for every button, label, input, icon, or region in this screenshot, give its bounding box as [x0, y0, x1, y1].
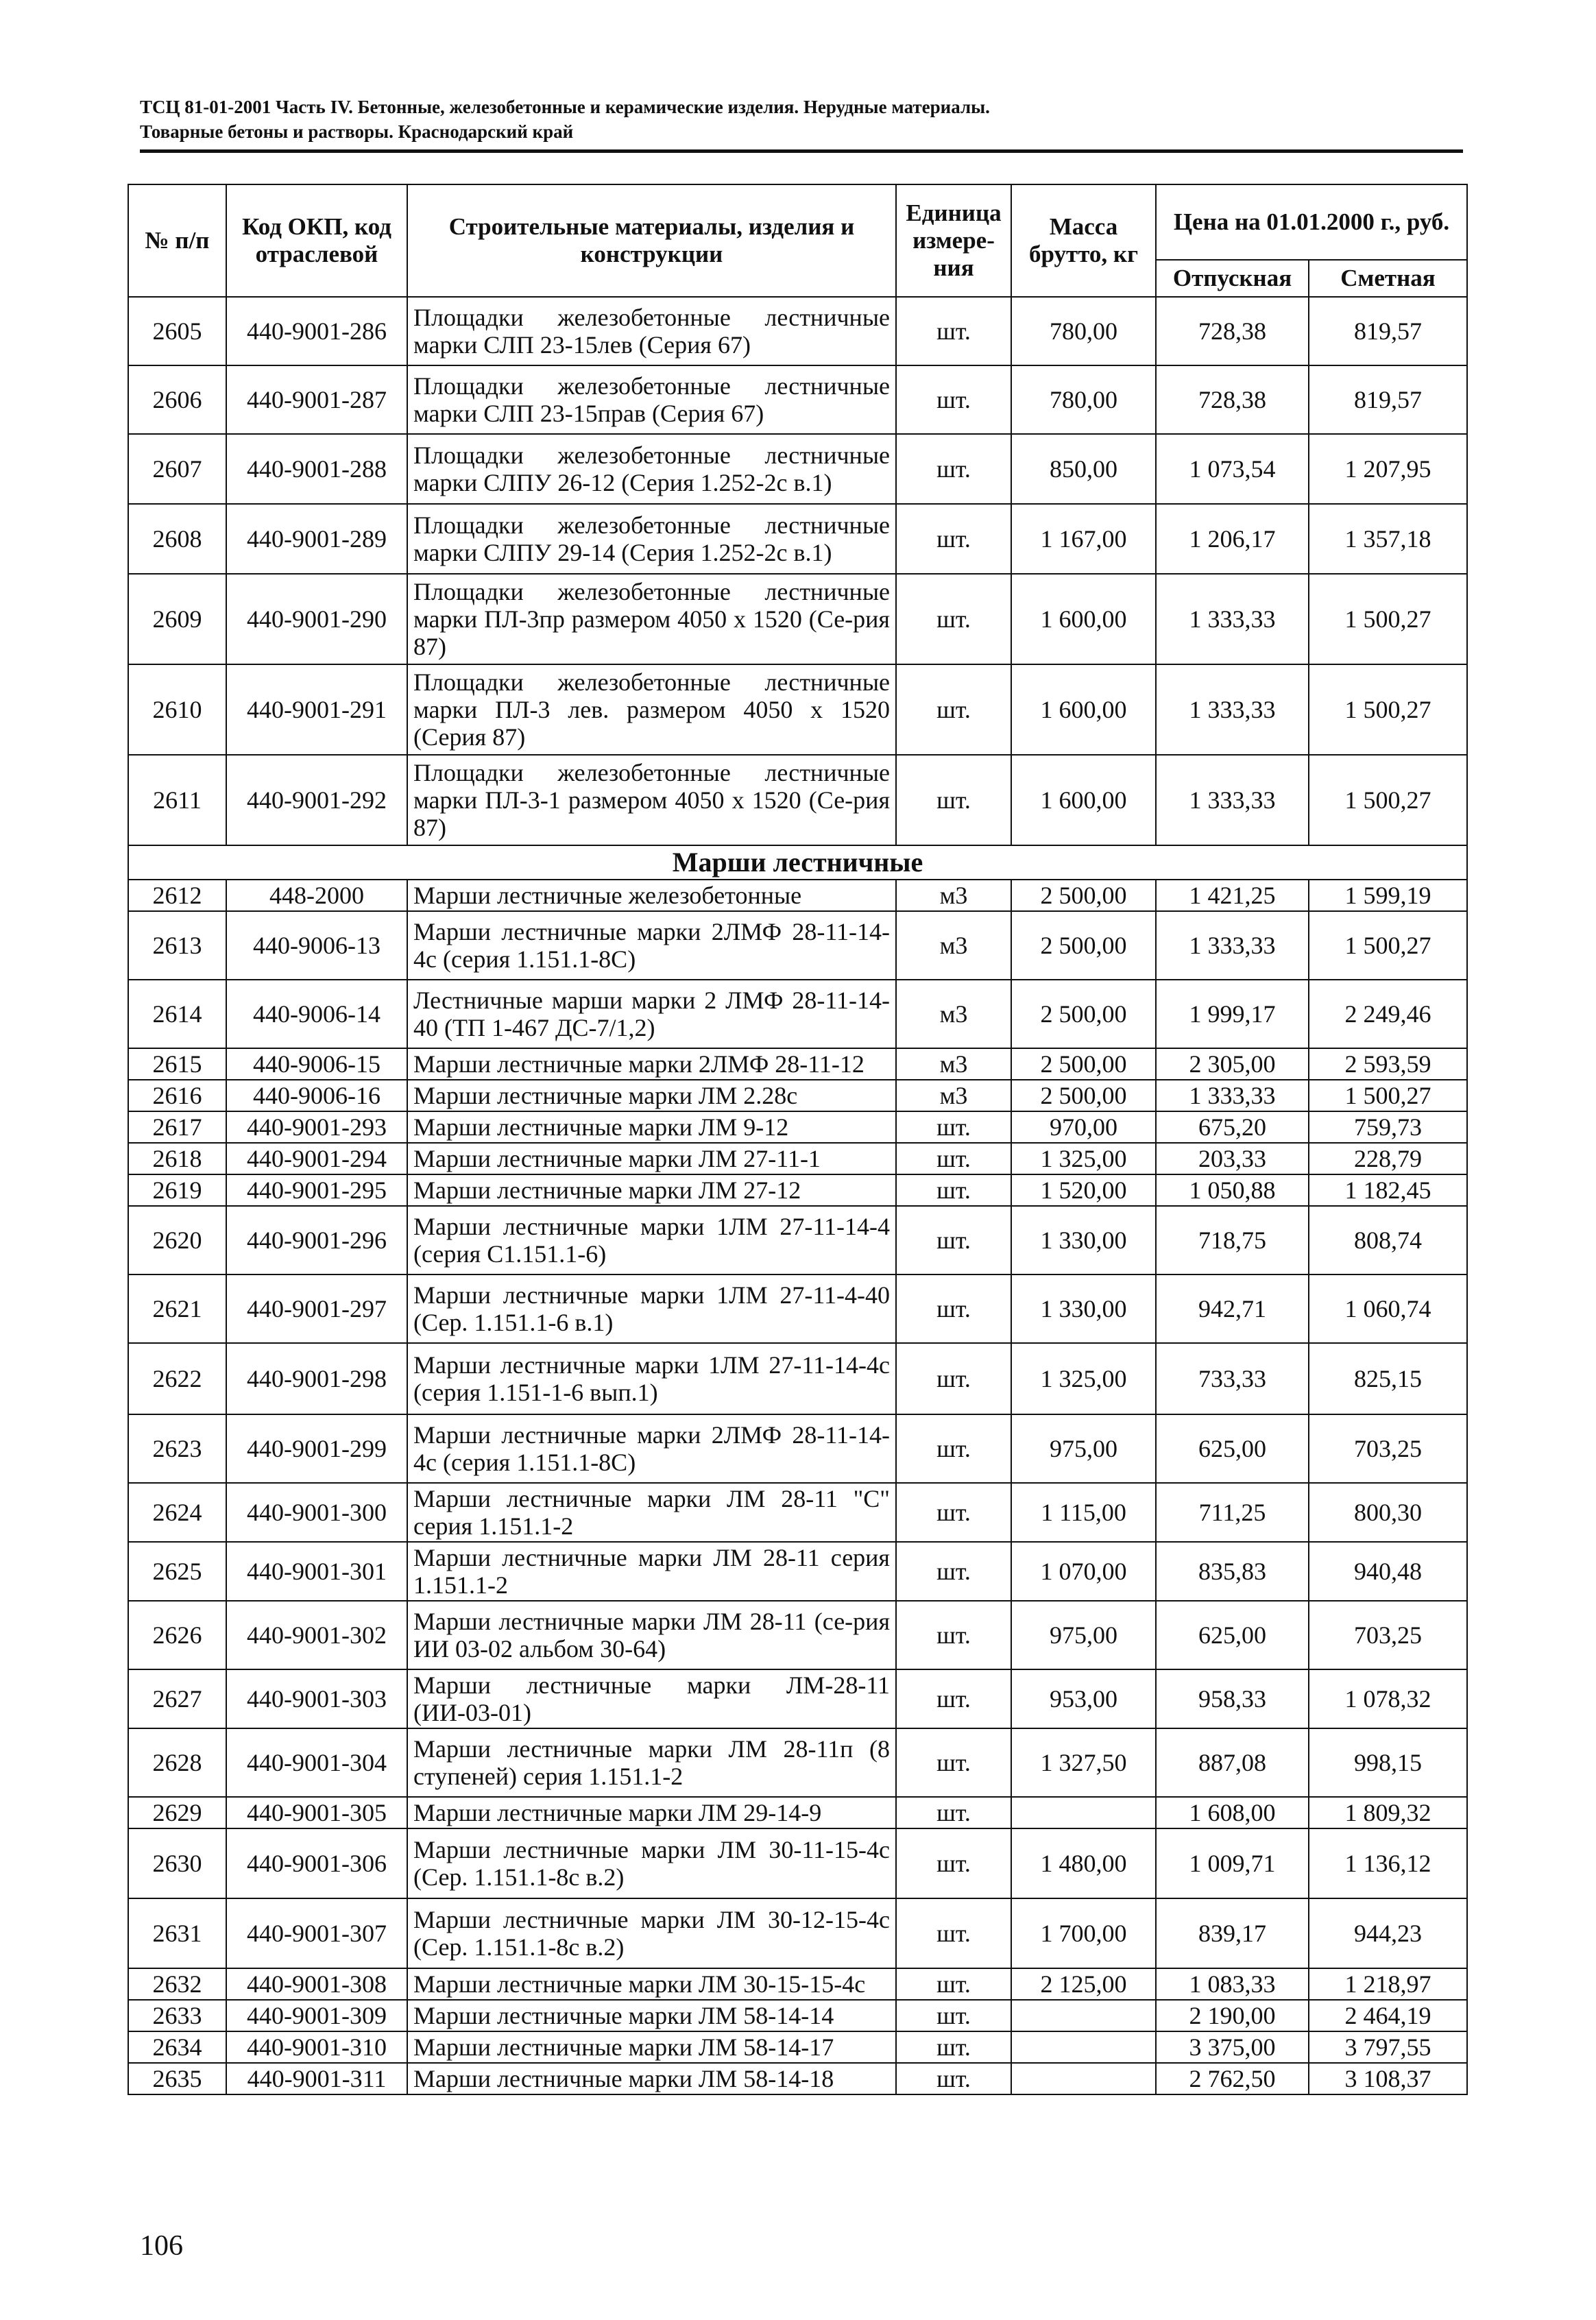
row-mass: 1 325,00 — [1011, 1143, 1156, 1174]
row-price-release: 1 333,33 — [1156, 1080, 1309, 1111]
row-unit: шт. — [896, 1343, 1011, 1414]
row-mass: 1 700,00 — [1011, 1898, 1156, 1968]
row-code: 440-9001-300 — [226, 1483, 407, 1542]
row-price-estimate: 1 357,18 — [1309, 504, 1467, 574]
row-price-estimate: 800,30 — [1309, 1483, 1467, 1542]
row-number: 2614 — [128, 980, 226, 1048]
row-code: 440-9001-308 — [226, 1968, 407, 2000]
row-code: 440-9001-311 — [226, 2063, 407, 2094]
row-name: Марши лестничные марки ЛМ 9-12 — [407, 1111, 896, 1143]
row-name: Марши лестничные марки ЛМ 28-11 "С" серия 1.151.1-2 — [407, 1483, 896, 1542]
header-mass: Масса брутто, кг — [1011, 184, 1156, 297]
row-price-release: 1 073,54 — [1156, 434, 1309, 504]
row-price-estimate: 1 500,27 — [1309, 574, 1467, 664]
header-title-line2: Товарные бетоны и растворы. Краснодарский край — [140, 121, 574, 142]
row-code: 440-9001-303 — [226, 1669, 407, 1728]
row-mass: 1 330,00 — [1011, 1274, 1156, 1343]
row-name: Марши лестничные марки ЛМ 27-11-1 — [407, 1143, 896, 1174]
row-price-release: 203,33 — [1156, 1143, 1309, 1174]
table-row — [128, 1080, 1467, 1111]
row-price-estimate: 1 218,97 — [1309, 1968, 1467, 2000]
table-row — [128, 365, 1467, 434]
row-code: 440-9001-306 — [226, 1828, 407, 1898]
row-mass: 1 330,00 — [1011, 1206, 1156, 1274]
row-price-estimate: 1 599,19 — [1309, 880, 1467, 911]
row-price-release: 711,25 — [1156, 1483, 1309, 1542]
row-number: 2620 — [128, 1206, 226, 1274]
row-code: 440-9001-287 — [226, 365, 407, 434]
row-mass — [1011, 2000, 1156, 2031]
table-row — [128, 1968, 1467, 2000]
row-unit: шт. — [896, 1206, 1011, 1274]
row-mass — [1011, 2063, 1156, 2094]
row-price-release: 1 999,17 — [1156, 980, 1309, 1048]
table-row — [128, 1143, 1467, 1174]
row-price-release: 675,20 — [1156, 1111, 1309, 1143]
row-unit: шт. — [896, 297, 1011, 365]
row-price-estimate: 1 182,45 — [1309, 1174, 1467, 1206]
row-price-release: 839,17 — [1156, 1898, 1309, 1968]
row-code: 440-9001-299 — [226, 1414, 407, 1483]
row-number: 2615 — [128, 1048, 226, 1080]
row-unit: м3 — [896, 911, 1011, 980]
row-price-release: 625,00 — [1156, 1414, 1309, 1483]
row-code: 440-9001-289 — [226, 504, 407, 574]
row-code: 440-9001-298 — [226, 1343, 407, 1414]
row-price-estimate: 1 500,27 — [1309, 1080, 1467, 1111]
row-price-estimate: 2 593,59 — [1309, 1048, 1467, 1080]
row-name: Марши лестничные марки ЛМ 30-12-15-4с (Сер. 1.151.1-8с в.2) — [407, 1898, 896, 1968]
row-name: Площадки железобетонные лестничные марки СЛП 23-15прав (Серия 67) — [407, 365, 896, 434]
row-unit: шт. — [896, 1414, 1011, 1483]
row-price-estimate: 1 207,95 — [1309, 434, 1467, 504]
row-number: 2618 — [128, 1143, 226, 1174]
row-number: 2616 — [128, 1080, 226, 1111]
row-number: 2625 — [128, 1542, 226, 1601]
row-code: 440-9001-304 — [226, 1728, 407, 1797]
row-number: 2605 — [128, 297, 226, 365]
row-price-release: 1 083,33 — [1156, 1968, 1309, 2000]
row-unit: шт. — [896, 1828, 1011, 1898]
row-code: 440-9006-15 — [226, 1048, 407, 1080]
row-mass — [1011, 1797, 1156, 1828]
price-table — [128, 184, 1468, 2095]
row-name: Марши лестничные марки 2ЛМФ 28-11-14-4с (серия 1.151.1-8С) — [407, 911, 896, 980]
row-mass: 1 520,00 — [1011, 1174, 1156, 1206]
row-name: Марши лестничные марки ЛМ 30-11-15-4с (Сер. 1.151.1-8с в.2) — [407, 1828, 896, 1898]
row-number: 2606 — [128, 365, 226, 434]
row-code: 440-9001-291 — [226, 664, 407, 755]
row-unit: шт. — [896, 1143, 1011, 1174]
row-unit: шт. — [896, 2031, 1011, 2063]
row-unit: шт. — [896, 1797, 1011, 1828]
row-number: 2626 — [128, 1601, 226, 1669]
row-price-release: 1 206,17 — [1156, 504, 1309, 574]
row-name: Марши лестничные марки 2ЛМФ 28-11-14-4с (серия 1.151.1-8С) — [407, 1414, 896, 1483]
row-price-release: 1 333,33 — [1156, 664, 1309, 755]
row-mass — [1011, 2031, 1156, 2063]
row-mass: 1 480,00 — [1011, 1828, 1156, 1898]
row-price-release: 1 050,88 — [1156, 1174, 1309, 1206]
row-code: 440-9001-290 — [226, 574, 407, 664]
table-row — [128, 504, 1467, 574]
table-row — [128, 1828, 1467, 1898]
row-code: 440-9001-309 — [226, 2000, 407, 2031]
page-number: 106 — [140, 2230, 183, 2262]
row-code: 440-9001-310 — [226, 2031, 407, 2063]
row-code: 440-9001-297 — [226, 1274, 407, 1343]
row-number: 2621 — [128, 1274, 226, 1343]
row-mass: 1 167,00 — [1011, 504, 1156, 574]
row-code: 440-9006-16 — [226, 1080, 407, 1111]
section-title: Марши лестничные — [128, 845, 1467, 880]
row-unit: шт. — [896, 755, 1011, 845]
row-price-estimate: 1 809,32 — [1309, 1797, 1467, 1828]
row-name: Лестничные марши марки 2 ЛМФ 28-11-14-40 (ТП 1-467 ДС-7/1,2) — [407, 980, 896, 1048]
row-mass: 1 600,00 — [1011, 664, 1156, 755]
row-unit: шт. — [896, 1968, 1011, 2000]
table-row — [128, 1669, 1467, 1728]
row-unit: шт. — [896, 365, 1011, 434]
row-price-estimate: 998,15 — [1309, 1728, 1467, 1797]
row-mass: 2 125,00 — [1011, 1968, 1156, 2000]
row-unit: шт. — [896, 1898, 1011, 1968]
row-number: 2633 — [128, 2000, 226, 2031]
row-code: 440-9006-13 — [226, 911, 407, 980]
row-price-release: 718,75 — [1156, 1206, 1309, 1274]
row-price-estimate: 1 060,74 — [1309, 1274, 1467, 1343]
header-price-group: Цена на 01.01.2000 г., руб. — [1156, 184, 1467, 260]
row-code: 440-9001-301 — [226, 1542, 407, 1601]
row-mass: 2 500,00 — [1011, 1048, 1156, 1080]
row-mass: 975,00 — [1011, 1414, 1156, 1483]
row-name: Марши лестничные марки ЛМ 28-11п (8 ступеней) серия 1.151.1-2 — [407, 1728, 896, 1797]
row-unit: шт. — [896, 1174, 1011, 1206]
row-code: 440-9006-14 — [226, 980, 407, 1048]
row-price-release: 3 375,00 — [1156, 2031, 1309, 2063]
row-unit: м3 — [896, 880, 1011, 911]
table-header — [128, 184, 1467, 297]
row-price-release: 728,38 — [1156, 297, 1309, 365]
header-divider — [140, 149, 1463, 153]
row-code: 448-2000 — [226, 880, 407, 911]
row-code: 440-9001-293 — [226, 1111, 407, 1143]
row-unit: шт. — [896, 1542, 1011, 1601]
row-price-estimate: 944,23 — [1309, 1898, 1467, 1968]
row-mass: 2 500,00 — [1011, 980, 1156, 1048]
row-mass: 1 325,00 — [1011, 1343, 1156, 1414]
row-price-estimate: 703,25 — [1309, 1414, 1467, 1483]
row-price-release: 1 608,00 — [1156, 1797, 1309, 1828]
row-mass: 780,00 — [1011, 365, 1156, 434]
row-price-estimate: 819,57 — [1309, 297, 1467, 365]
row-number: 2612 — [128, 880, 226, 911]
row-code: 440-9001-286 — [226, 297, 407, 365]
table-row — [128, 1206, 1467, 1274]
row-code: 440-9001-302 — [226, 1601, 407, 1669]
row-name: Площадки железобетонные лестничные марки ПЛ-3пр размером 4050 х 1520 (Се-рия 87) — [407, 574, 896, 664]
row-mass: 780,00 — [1011, 297, 1156, 365]
row-number: 2628 — [128, 1728, 226, 1797]
row-price-release: 2 190,00 — [1156, 2000, 1309, 2031]
row-price-release: 835,83 — [1156, 1542, 1309, 1601]
row-unit: м3 — [896, 1080, 1011, 1111]
row-number: 2632 — [128, 1968, 226, 2000]
row-price-release: 887,08 — [1156, 1728, 1309, 1797]
table-row — [128, 2063, 1467, 2094]
row-code: 440-9001-296 — [226, 1206, 407, 1274]
row-price-release: 942,71 — [1156, 1274, 1309, 1343]
row-price-release: 1 333,33 — [1156, 911, 1309, 980]
row-number: 2635 — [128, 2063, 226, 2094]
row-name: Площадки железобетонные лестничные марки ПЛ-3-1 размером 4050 х 1520 (Се-рия 87) — [407, 755, 896, 845]
row-unit: шт. — [896, 1601, 1011, 1669]
row-number: 2624 — [128, 1483, 226, 1542]
row-name: Марши лестничные марки ЛМ 2.28с — [407, 1080, 896, 1111]
row-price-release: 1 333,33 — [1156, 574, 1309, 664]
row-price-release: 1 421,25 — [1156, 880, 1309, 911]
row-unit: шт. — [896, 574, 1011, 664]
row-mass: 1 115,00 — [1011, 1483, 1156, 1542]
row-unit: шт. — [896, 1728, 1011, 1797]
table-row — [128, 1483, 1467, 1542]
row-name: Марши лестничные марки ЛМ-28-11 (ИИ-03-01) — [407, 1669, 896, 1728]
row-price-estimate: 825,15 — [1309, 1343, 1467, 1414]
table-row — [128, 1274, 1467, 1343]
row-price-estimate: 1 500,27 — [1309, 664, 1467, 755]
row-number: 2631 — [128, 1898, 226, 1968]
row-number: 2622 — [128, 1343, 226, 1414]
row-number: 2608 — [128, 504, 226, 574]
row-name: Марши лестничные марки ЛМ 58-14-14 — [407, 2000, 896, 2031]
row-price-estimate: 1 078,32 — [1309, 1669, 1467, 1728]
row-price-estimate: 228,79 — [1309, 1143, 1467, 1174]
row-unit: м3 — [896, 1048, 1011, 1080]
row-mass: 953,00 — [1011, 1669, 1156, 1728]
row-name: Площадки железобетонные лестничные марки СЛП 23-15лев (Серия 67) — [407, 297, 896, 365]
row-price-estimate: 2 464,19 — [1309, 2000, 1467, 2031]
page-header — [140, 95, 1463, 144]
row-mass: 975,00 — [1011, 1601, 1156, 1669]
table-row — [128, 434, 1467, 504]
row-unit: шт. — [896, 1111, 1011, 1143]
table-row — [128, 2031, 1467, 2063]
row-number: 2634 — [128, 2031, 226, 2063]
table-body-platforms — [128, 297, 1467, 845]
row-name: Марши лестничные марки 1ЛМ 27-11-14-4 (серия С1.151.1-6) — [407, 1206, 896, 1274]
table-row — [128, 2000, 1467, 2031]
row-number: 2610 — [128, 664, 226, 755]
row-price-estimate: 759,73 — [1309, 1111, 1467, 1143]
table-row — [128, 1542, 1467, 1601]
row-unit: шт. — [896, 434, 1011, 504]
row-code: 440-9001-288 — [226, 434, 407, 504]
row-name: Марши лестничные марки ЛМ 58-14-17 — [407, 2031, 896, 2063]
row-name: Площадки железобетонные лестничные марки СЛПУ 26-12 (Серия 1.252-2с в.1) — [407, 434, 896, 504]
row-price-estimate: 940,48 — [1309, 1542, 1467, 1601]
row-unit: шт. — [896, 2000, 1011, 2031]
row-name: Марши лестничные марки 1ЛМ 27-11-14-4с (серия 1.151-1-6 вып.1) — [407, 1343, 896, 1414]
row-number: 2619 — [128, 1174, 226, 1206]
row-price-estimate: 703,25 — [1309, 1601, 1467, 1669]
row-name: Марши лестничные марки ЛМ 28-11 серия 1.151.1-2 — [407, 1542, 896, 1601]
header-name: Строительные материалы, изделия и конструкции — [407, 184, 896, 297]
row-unit: шт. — [896, 504, 1011, 574]
row-code: 440-9001-292 — [226, 755, 407, 845]
table-row — [128, 1797, 1467, 1828]
row-number: 2629 — [128, 1797, 226, 1828]
row-code: 440-9001-307 — [226, 1898, 407, 1968]
row-name: Марши лестничные марки ЛМ 58-14-18 — [407, 2063, 896, 2094]
row-price-estimate: 808,74 — [1309, 1206, 1467, 1274]
row-name: Марши лестничные марки ЛМ 28-11 (се-рия ИИ 03-02 альбом 30-64) — [407, 1601, 896, 1669]
table-row — [128, 1343, 1467, 1414]
table-row — [128, 1048, 1467, 1080]
row-number: 2630 — [128, 1828, 226, 1898]
table-row — [128, 297, 1467, 365]
table-row — [128, 664, 1467, 755]
row-number: 2611 — [128, 755, 226, 845]
table-row — [128, 574, 1467, 664]
table-row — [128, 980, 1467, 1048]
table-row — [128, 880, 1467, 911]
row-code: 440-9001-305 — [226, 1797, 407, 1828]
row-mass: 1 070,00 — [1011, 1542, 1156, 1601]
row-name: Марши лестничные марки 1ЛМ 27-11-4-40 (Сер. 1.151.1-6 в.1) — [407, 1274, 896, 1343]
row-number: 2617 — [128, 1111, 226, 1143]
header-unit: Единица измере-ния — [896, 184, 1011, 297]
row-mass: 1 600,00 — [1011, 574, 1156, 664]
row-mass: 850,00 — [1011, 434, 1156, 504]
row-unit: шт. — [896, 664, 1011, 755]
header-no: № п/п — [128, 184, 226, 297]
row-price-release: 2 305,00 — [1156, 1048, 1309, 1080]
row-mass: 2 500,00 — [1011, 880, 1156, 911]
row-code: 440-9001-294 — [226, 1143, 407, 1174]
table-row — [128, 1601, 1467, 1669]
table-row — [128, 1898, 1467, 1968]
row-code: 440-9001-295 — [226, 1174, 407, 1206]
table-row — [128, 1111, 1467, 1143]
row-name: Марши лестничные марки ЛМ 29-14-9 — [407, 1797, 896, 1828]
row-price-release: 733,33 — [1156, 1343, 1309, 1414]
row-mass: 970,00 — [1011, 1111, 1156, 1143]
table-row — [128, 911, 1467, 980]
row-price-release: 2 762,50 — [1156, 2063, 1309, 2094]
row-unit: шт. — [896, 2063, 1011, 2094]
row-price-estimate: 2 249,46 — [1309, 980, 1467, 1048]
row-mass: 1 600,00 — [1011, 755, 1156, 845]
row-name: Марши лестничные марки ЛМ 30-15-15-4с — [407, 1968, 896, 2000]
row-name: Марши лестничные марки 2ЛМФ 28-11-12 — [407, 1048, 896, 1080]
row-price-estimate: 3 108,37 — [1309, 2063, 1467, 2094]
header-price-release: Отпускная — [1156, 260, 1309, 297]
table-row — [128, 1728, 1467, 1797]
row-unit: м3 — [896, 980, 1011, 1048]
row-mass: 1 327,50 — [1011, 1728, 1156, 1797]
row-unit: шт. — [896, 1483, 1011, 1542]
table-body-flights — [128, 880, 1467, 2094]
row-price-release: 958,33 — [1156, 1669, 1309, 1728]
row-price-release: 1 333,33 — [1156, 755, 1309, 845]
table-section — [128, 845, 1467, 880]
table-row — [128, 1414, 1467, 1483]
row-price-release: 728,38 — [1156, 365, 1309, 434]
row-number: 2609 — [128, 574, 226, 664]
row-unit: шт. — [896, 1274, 1011, 1343]
row-number: 2613 — [128, 911, 226, 980]
row-number: 2607 — [128, 434, 226, 504]
row-mass: 2 500,00 — [1011, 1080, 1156, 1111]
row-name: Площадки железобетонные лестничные марки СЛПУ 29-14 (Серия 1.252-2с в.1) — [407, 504, 896, 574]
row-number: 2623 — [128, 1414, 226, 1483]
row-price-release: 1 009,71 — [1156, 1828, 1309, 1898]
header-code: Код ОКП, код отраслевой — [226, 184, 407, 297]
table-row — [128, 755, 1467, 845]
row-mass: 2 500,00 — [1011, 911, 1156, 980]
row-unit: шт. — [896, 1669, 1011, 1728]
row-price-estimate: 1 500,27 — [1309, 911, 1467, 980]
header-title-line1: ТСЦ 81-01-2001 Часть IV. Бетонные, железобетонные и керамические изделия. Нерудные материалы. — [140, 97, 990, 117]
row-name: Площадки железобетонные лестничные марки ПЛ-3 лев. размером 4050 х 1520 (Серия 87) — [407, 664, 896, 755]
row-name: Марши лестничные марки ЛМ 27-12 — [407, 1174, 896, 1206]
table-row — [128, 1174, 1467, 1206]
row-price-estimate: 1 136,12 — [1309, 1828, 1467, 1898]
row-price-estimate: 1 500,27 — [1309, 755, 1467, 845]
row-price-estimate: 3 797,55 — [1309, 2031, 1467, 2063]
row-price-estimate: 819,57 — [1309, 365, 1467, 434]
header-price-estimate: Сметная — [1309, 260, 1467, 297]
row-name: Марши лестничные железобетонные — [407, 880, 896, 911]
row-price-release: 625,00 — [1156, 1601, 1309, 1669]
row-number: 2627 — [128, 1669, 226, 1728]
